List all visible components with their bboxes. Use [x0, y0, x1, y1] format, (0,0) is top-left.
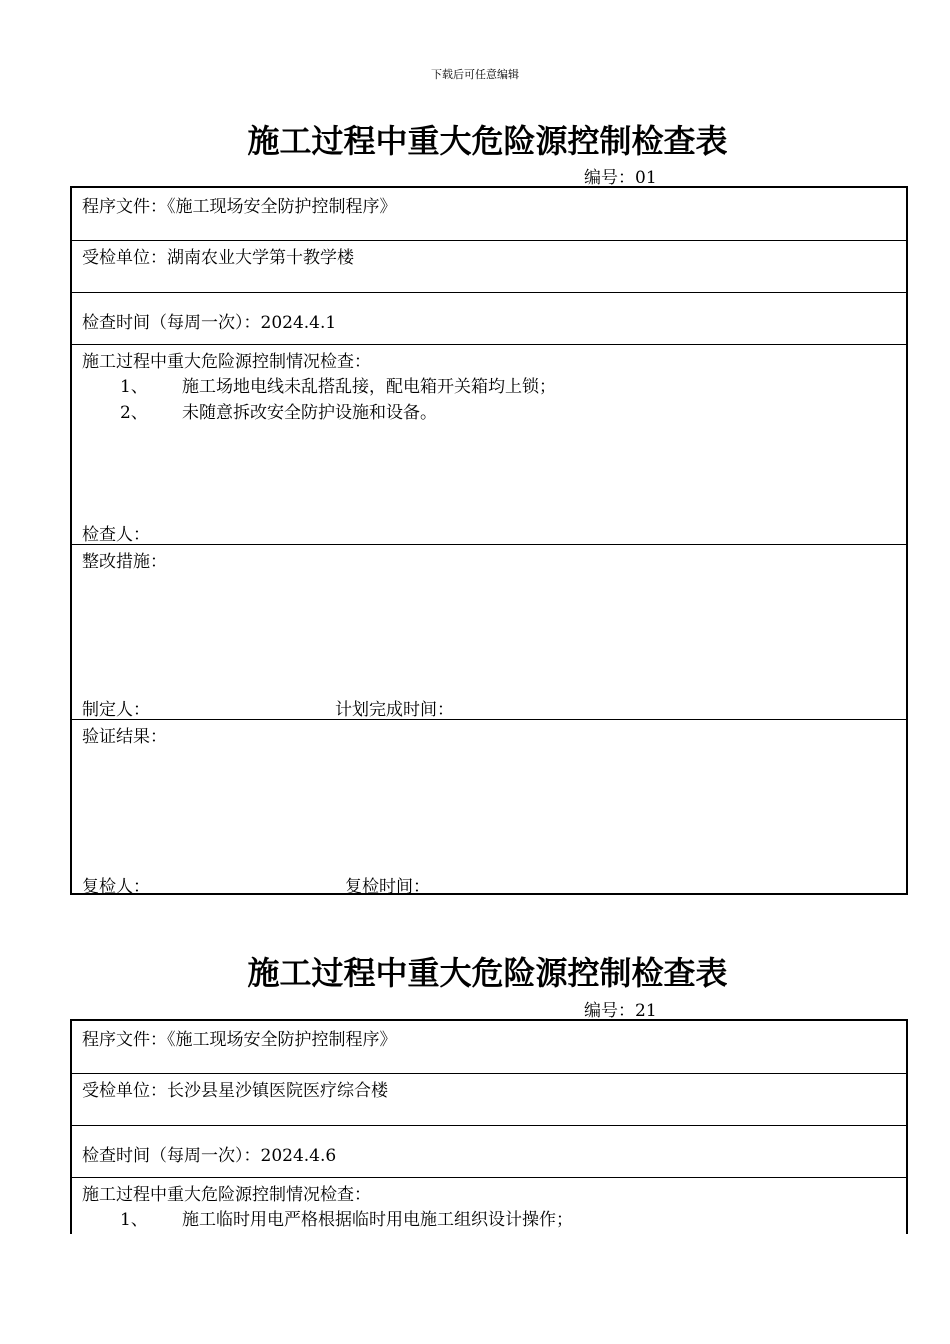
form-number-label: 编号： [584, 168, 635, 188]
inspector-label: 检查人： [82, 525, 150, 545]
form-title: 施工过程中重大危险源控制检查表 [247, 954, 728, 992]
procedure-value: 《施工现场安全防护控制程序》 [167, 197, 397, 217]
unit-label: 受检单位： [82, 1081, 167, 1101]
procedure-label: 程序文件： [82, 1030, 167, 1050]
rectify-label: 整改措施： [82, 552, 167, 572]
procedure-field [82, 192, 397, 217]
item-number: 2、 [120, 403, 148, 423]
header-note: 下载后可任意编辑 [431, 68, 519, 81]
unit-row [72, 240, 906, 292]
review-time-label: 复检时间： [345, 877, 430, 897]
item-number: 1、 [120, 1210, 148, 1230]
form-number-label: 编号： [584, 1001, 635, 1021]
check-label: 施工过程中重大危险源控制情况检查： [82, 1185, 371, 1205]
reviewer-label: 复检人： [82, 877, 150, 897]
item-text: 施工临时用电严格根据临时用电施工组织设计操作； [182, 1210, 573, 1230]
unit-field [82, 1076, 388, 1101]
form-number-value: 21 [635, 1001, 657, 1021]
unit-value: 长沙县星沙镇医院医疗综合楼 [167, 1081, 388, 1101]
procedure-row [72, 1021, 906, 1073]
form-number [584, 163, 657, 188]
procedure-value: 《施工现场安全防护控制程序》 [167, 1030, 397, 1050]
rectify-row [72, 544, 906, 719]
time-value: 2024.4.1 [260, 313, 337, 333]
inspection-table [70, 1019, 908, 1234]
check-row [72, 344, 906, 544]
item-text: 未随意拆改安全防护设施和设备。 [182, 403, 437, 423]
item-text: 施工场地电线未乱搭乱接，配电箱开关箱均上锁； [182, 377, 556, 397]
time-row [72, 292, 906, 344]
check-label: 施工过程中重大危险源控制情况检查： [82, 352, 371, 372]
procedure-label: 程序文件： [82, 197, 167, 217]
form-title: 施工过程中重大危险源控制检查表 [247, 122, 728, 160]
time-label: 检查时间（每周一次）： [82, 1146, 261, 1166]
unit-label: 受检单位： [82, 248, 167, 268]
form-number-value: 01 [635, 168, 657, 188]
check-row [72, 1177, 906, 1236]
unit-row [72, 1073, 906, 1125]
plan-time-label: 计划完成时间： [335, 700, 454, 720]
maker-label: 制定人： [82, 700, 150, 720]
verify-label: 验证结果： [82, 727, 167, 747]
item-number: 1、 [120, 377, 148, 397]
unit-field [82, 243, 354, 268]
unit-value: 湖南农业大学第十教学楼 [167, 248, 354, 268]
form-number [584, 996, 657, 1021]
verify-row [72, 719, 906, 895]
procedure-field [82, 1025, 397, 1050]
time-row [72, 1125, 906, 1177]
time-field [82, 308, 336, 333]
procedure-row [72, 188, 906, 240]
time-value: 2024.4.6 [260, 1146, 337, 1166]
inspection-table [70, 186, 908, 895]
time-field [82, 1141, 336, 1166]
time-label: 检查时间（每周一次）： [82, 313, 261, 333]
